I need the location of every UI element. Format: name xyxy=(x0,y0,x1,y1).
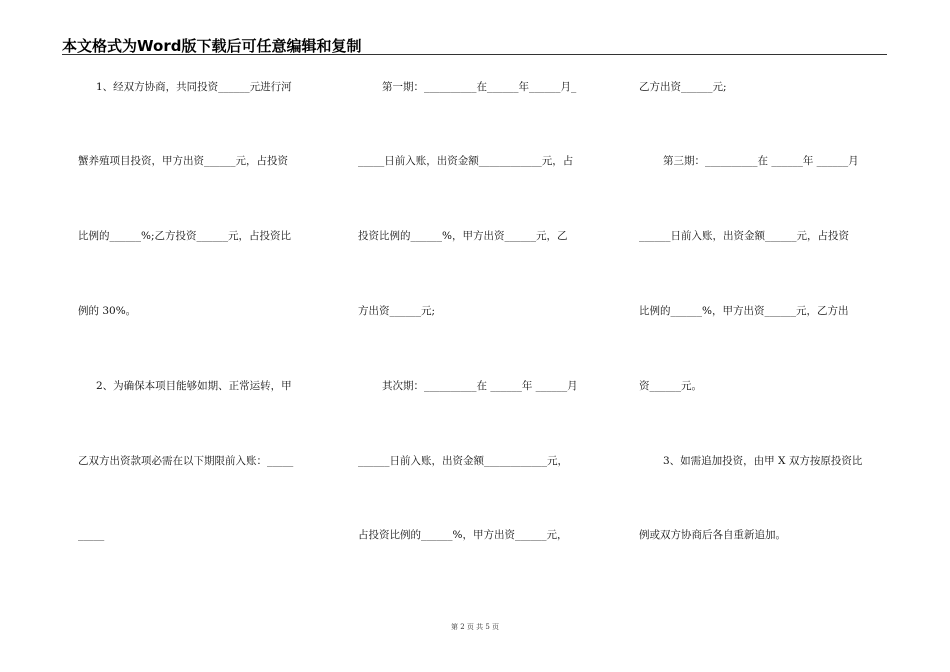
paragraph-line: 比例的______%，甲方出资______元，乙方出 xyxy=(639,305,849,317)
page-header xyxy=(62,34,887,55)
paragraph-line: ______日前入账，出资金额______元，占投资 xyxy=(639,230,849,242)
page-number-footer: 第 2 页 共 5 页 xyxy=(450,623,500,631)
header-title: 本文格式为Word版下载后可任意编辑和复制 xyxy=(62,37,362,55)
paragraph-line: 乙方出资______元; xyxy=(639,81,727,93)
paragraph-line: 3、如需追加投资，由甲 X 双方按原投资比 xyxy=(663,455,863,467)
paragraph-line: 投资比例的______%，甲方出资______元，乙 xyxy=(358,230,568,242)
paragraph-line: 蟹养殖项目投资，甲方出资______元，占投资 xyxy=(78,155,288,167)
paragraph-line: 乙双方出资款项必需在以下期限前入账：_____ xyxy=(78,455,294,467)
paragraph-line: 方出资______元; xyxy=(358,305,436,317)
paragraph-line: 例或双方协商后各自重新追加。 xyxy=(639,529,786,541)
paragraph-line: 1、经双方协商，共同投资______元进行河 xyxy=(96,81,292,93)
paragraph-line: 例的 30%。 xyxy=(78,305,137,317)
paragraph-line: 占投资比例的______%，甲方出资______元， xyxy=(358,529,568,541)
paragraph-line: 资______元。 xyxy=(639,380,702,392)
paragraph-line: ______日前入账，出资金额____________元， xyxy=(358,455,568,467)
paragraph-line: _____ xyxy=(78,529,105,541)
paragraph-line: 比例的______%;乙方投资______元，占投资比 xyxy=(78,230,292,242)
paragraph-line: 2、为确保本项目能够如期、正常运转，甲 xyxy=(96,380,292,392)
paragraph-line: 其次期：__________在 ______年 ______月 xyxy=(382,380,578,392)
paragraph-line: 第三期：__________在 ______年 ______月 xyxy=(663,155,859,167)
paragraph-line: 第一期：__________在______年______月_ xyxy=(382,81,577,93)
paragraph-line: _____日前入账，出资金额____________元，占 xyxy=(358,155,574,167)
